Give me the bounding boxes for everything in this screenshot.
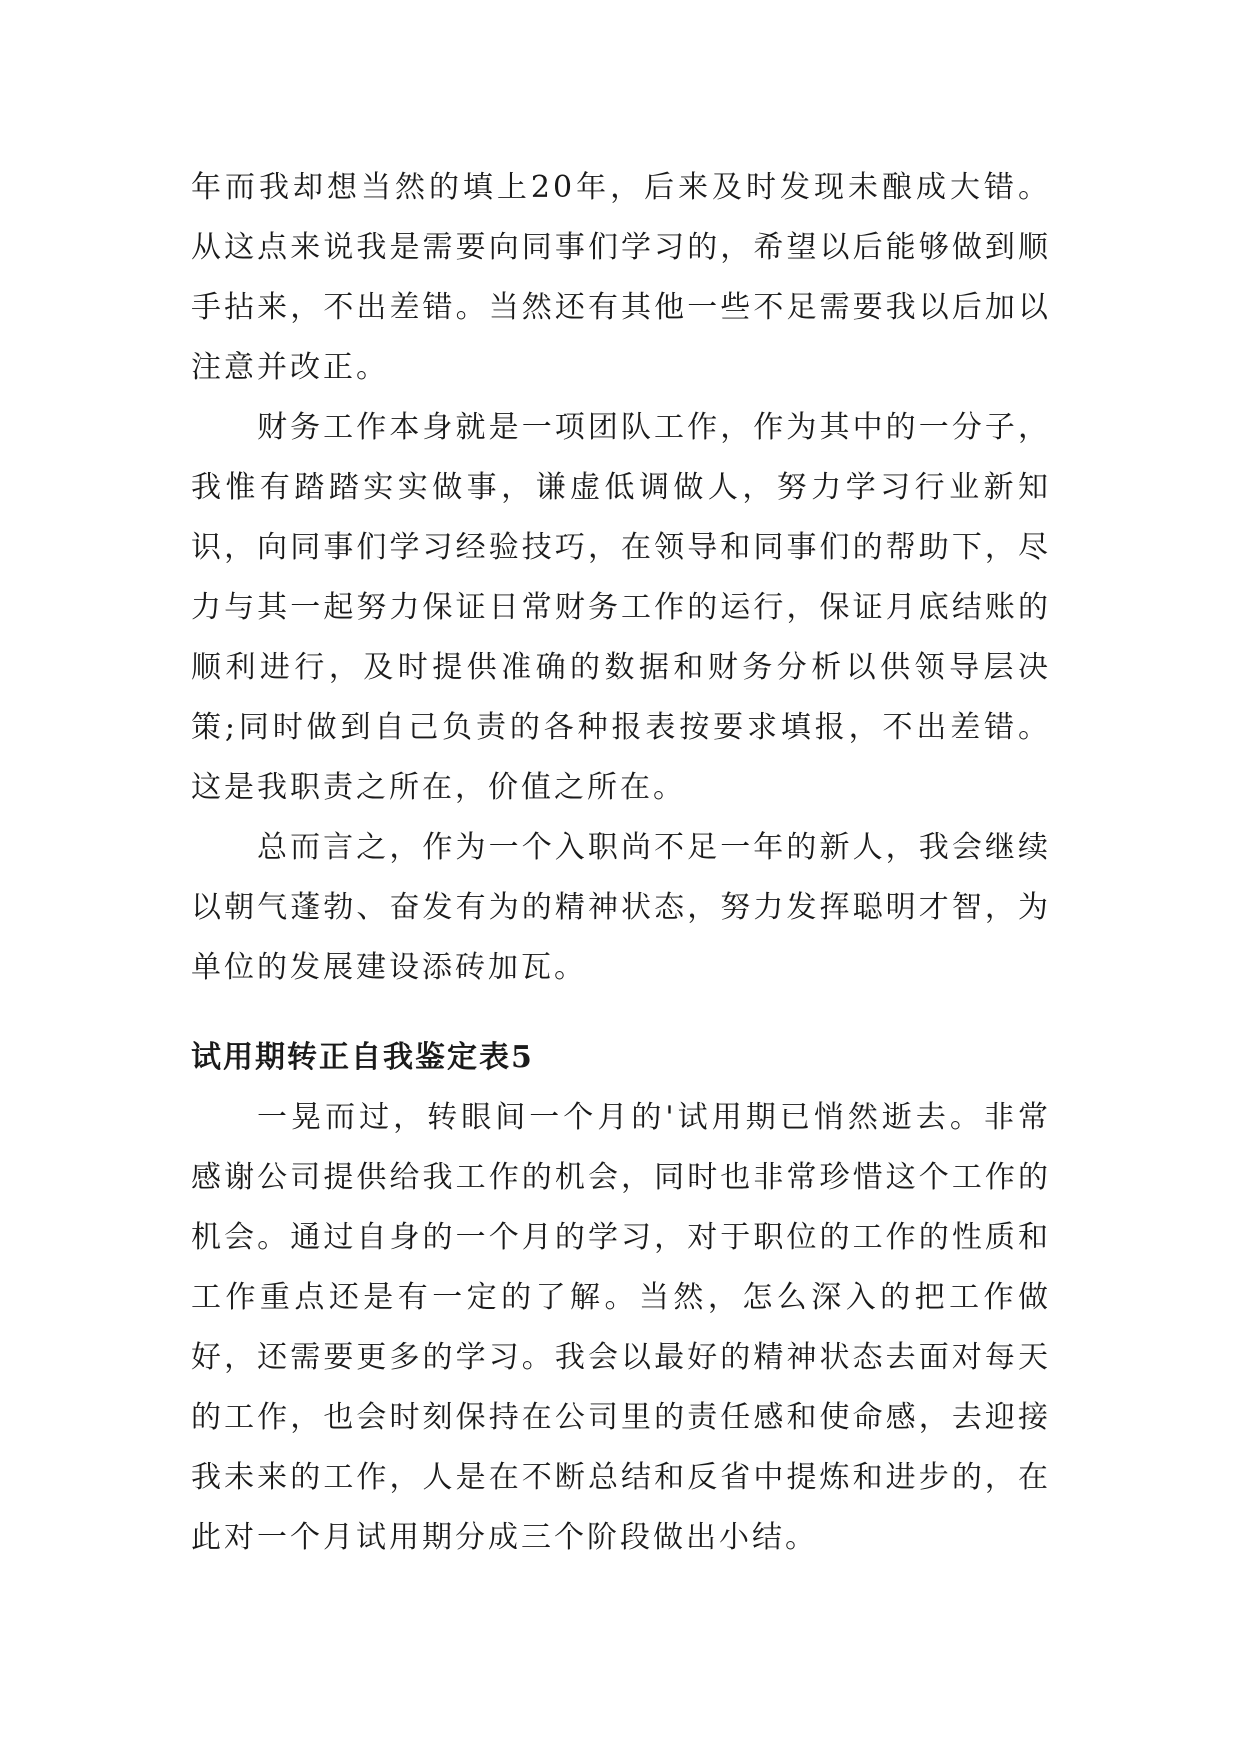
paragraph-finance-teamwork: 财务工作本身就是一项团队工作，作为其中的一分子，我惟有踏踏实实做事，谦虚低调做人，努力学习行业新知识，向同事们学习经验技巧，在领导和同事们的帮助下，尽力与其一起努力保证日常财务工作的运行，保证月底结账的顺利进行，及时提供准确的数据和财务分析以供领导层决策;同时做到自己负责的各种报表按要求填报，不出差错。这是我职责之所在，价值之所在。 xyxy=(191,410,1051,805)
section-two-body xyxy=(191,1088,1051,1568)
section-heading: 试用期转正自我鉴定表5 xyxy=(191,1040,534,1075)
section-one-body xyxy=(191,158,1051,998)
paragraph-summary: 总而言之，作为一个入职尚不足一年的新人，我会继续以朝气蓬勃、奋发有为的精神状态，努力发挥聪明才智，为单位的发展建设添砖加瓦。 xyxy=(191,830,1051,985)
paragraph-probation-review: 一晃而过，转眼间一个月的'试用期已悄然逝去。非常感谢公司提供给我工作的机会，同时也非常珍惜这个工作的机会。通过自身的一个月的学习，对于职位的工作的性质和工作重点还是有一定的了解。当然，怎么深入的把工作做好，还需要更多的学习。我会以最好的精神状态去面对每天的工作，也会时刻保持在公司里的责任感和使命感，去迎接我未来的工作，人是在不断总结和反省中提炼和进步的，在此对一个月试用期分成三个阶段做出小结。 xyxy=(191,1100,1051,1555)
paragraph-continuation: 年而我却想当然的填上20年，后来及时发现未酿成大错。从这点来说我是需要向同事们学习的，希望以后能够做到顺手拈来，不出差错。当然还有其他一些不足需要我以后加以注意并改正。 xyxy=(191,170,1051,385)
